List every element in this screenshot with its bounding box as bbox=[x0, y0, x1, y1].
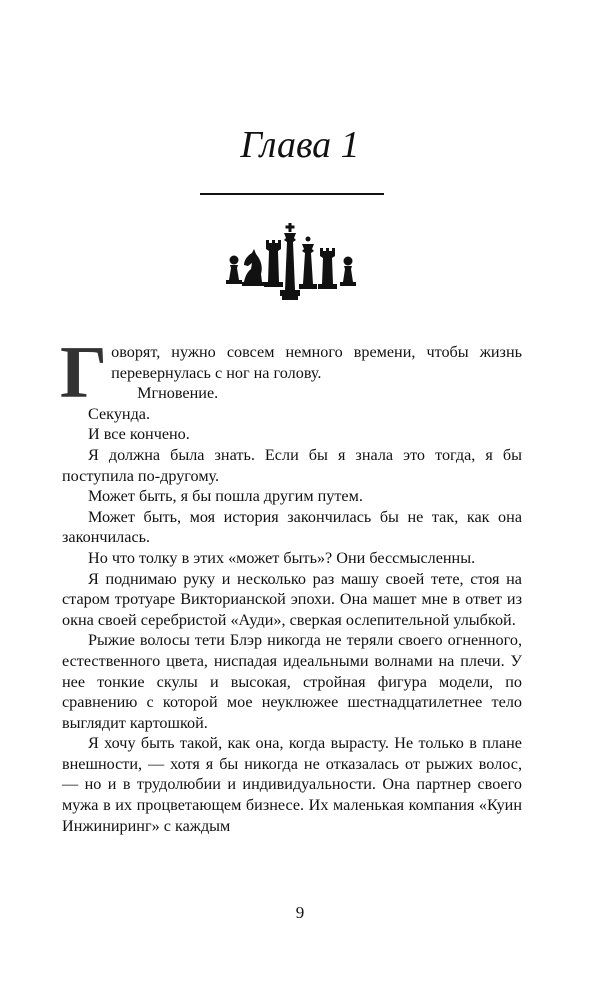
pawn-right-icon bbox=[340, 257, 356, 287]
paragraph: Может быть, моя история закончилась бы не так, как она закончилась. bbox=[62, 507, 522, 547]
paragraph: Рыжие волосы тети Блэр никогда не теряли своего огненного, естественного цвета, ниспадая идеальными волнами на плечи. У нее тонкие скулы и высокая, стройная фигура модели, по сравнению с которой мое неуклюжее шестнадцатилетнее тело выглядит картошкой. bbox=[62, 631, 522, 732]
paragraph: Я должна была знать. Если бы я знала это тогда, я бы поступила по-другому. bbox=[62, 445, 522, 485]
paragraph: Мгновение. bbox=[137, 384, 219, 403]
queen-icon bbox=[299, 237, 317, 290]
rook-right-icon bbox=[318, 248, 337, 289]
paragraph: Я хочу быть такой, как она, когда вырасту. Не только в плане внешности, — хотя я бы никогда не отказалась от рыжих волос, — но и в трудолюбии и индивидуальности. Она партнер своего мужа в их процветающем бизнесе. Их маленькая компания «Куин Инжиниринг» с каждым bbox=[62, 734, 522, 835]
drop-cap: Г bbox=[60, 332, 108, 414]
title-divider bbox=[200, 193, 384, 195]
king-icon bbox=[280, 223, 300, 300]
chapter-body bbox=[60, 332, 522, 836]
pawn-left-icon bbox=[226, 256, 242, 285]
rook-left-icon bbox=[264, 240, 283, 287]
knight-left-icon bbox=[242, 249, 264, 286]
paragraph: Секунда. bbox=[88, 404, 151, 423]
chapter-title: Глава 1 bbox=[240, 124, 360, 166]
paragraph: Но что толку в этих «может быть»? Они бессмысленны. bbox=[88, 548, 476, 567]
paragraph: И все кончено. bbox=[88, 425, 190, 444]
chess-pieces-icon bbox=[224, 222, 358, 304]
paragraph: Я поднимаю руку и несколько раз машу своей тете, стоя на старом тротуаре Викторианской эпохи. Она машет мне в ответ из окна своей серебристой «Ауди», сверкая ослепительной улыбкой. bbox=[62, 569, 522, 629]
page-number: 9 bbox=[295, 903, 305, 922]
paragraph-text: оворят, нужно совсем немного времени, чтобы жизнь перевернулась с ног на голову. bbox=[111, 343, 522, 382]
paragraph: Может быть, я бы пошла другим путем. bbox=[88, 487, 363, 506]
